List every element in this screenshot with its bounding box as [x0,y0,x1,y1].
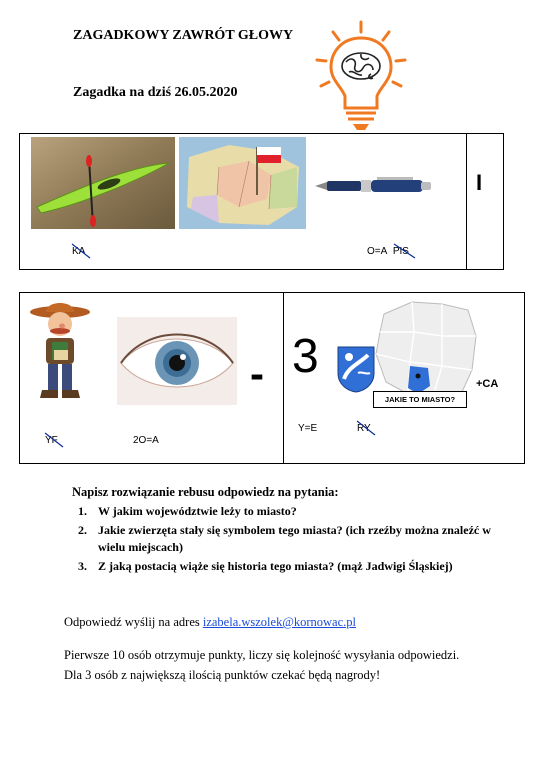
rebus-1-divider [466,134,467,269]
eye-image [117,317,237,405]
question-item-2: 2. Jakie zwierzęta stały się symbolem tego miasta? (ich rzeźby można znaleźć w wielu miejscach) [90,522,510,556]
question-item-1: 1. W jakim województwie leży to miasto? [90,503,510,520]
questions-list [72,503,510,577]
hint-ka: KA [72,246,85,257]
strike-mark-ry-icon [355,419,377,437]
hint-2o-a: 2O=A [133,435,159,446]
rules-paragraph [64,645,504,685]
map-question-label: JAKIE TO MIASTO? [373,391,467,408]
kayak-image [31,137,175,229]
strike-mark-yf-icon [43,431,65,449]
hint-y-e: Y=E [298,423,318,434]
send-answer-prefix: Odpowiedź wyślij na adres [64,615,203,629]
email-link[interactable]: izabela.wszolek@kornowac.pl [202,615,356,629]
rebus-box-2 [19,292,525,464]
pen-image [311,174,433,198]
rebus-2-divider [283,293,284,463]
poland-map-image [372,296,480,404]
rebus-box-1 [19,133,504,270]
hint-ry: RY [357,423,371,434]
hint-yf: YF [45,435,58,446]
rebus-1-separator: I [476,170,483,195]
strike-mark-ka-icon [70,242,92,260]
lightbulb-brain-icon [313,20,409,138]
plus-ca-label: +CA [476,378,499,390]
page-subtitle: Zagadka na dziś 26.05.2020 [73,85,238,100]
coat-of-arms-icon [336,345,376,393]
questions-heading: Napisz rozwiązanie rebusu odpowiedz na pytania: [72,485,339,499]
strike-mark-pis-icon [391,242,417,260]
hint-pis: PIS [392,246,409,257]
map-flag-image [179,137,306,229]
page-title: ZAGADKOWY ZAWRÓT GŁOWY [73,28,294,43]
question-item-3: 3. Z jaką postacią wiąże się historia tego miasta? (mąż Jadwigi Śląskiej) [90,558,510,575]
hint-o-a-pis [367,246,409,257]
send-answer-line [64,615,356,630]
rules-line-1: Pierwsze 10 osób otrzymuje punkty, liczy się kolejność wysyłania odpowiedzi. [64,648,460,662]
minus-sign: - [250,350,264,397]
rules-line-2: Dla 3 osób z największą ilością punktów czekać będą nagrody! [64,668,381,682]
hint-o-a: O=A [367,246,388,257]
cowboy-image [28,298,92,406]
number-three: 3 [292,330,319,383]
